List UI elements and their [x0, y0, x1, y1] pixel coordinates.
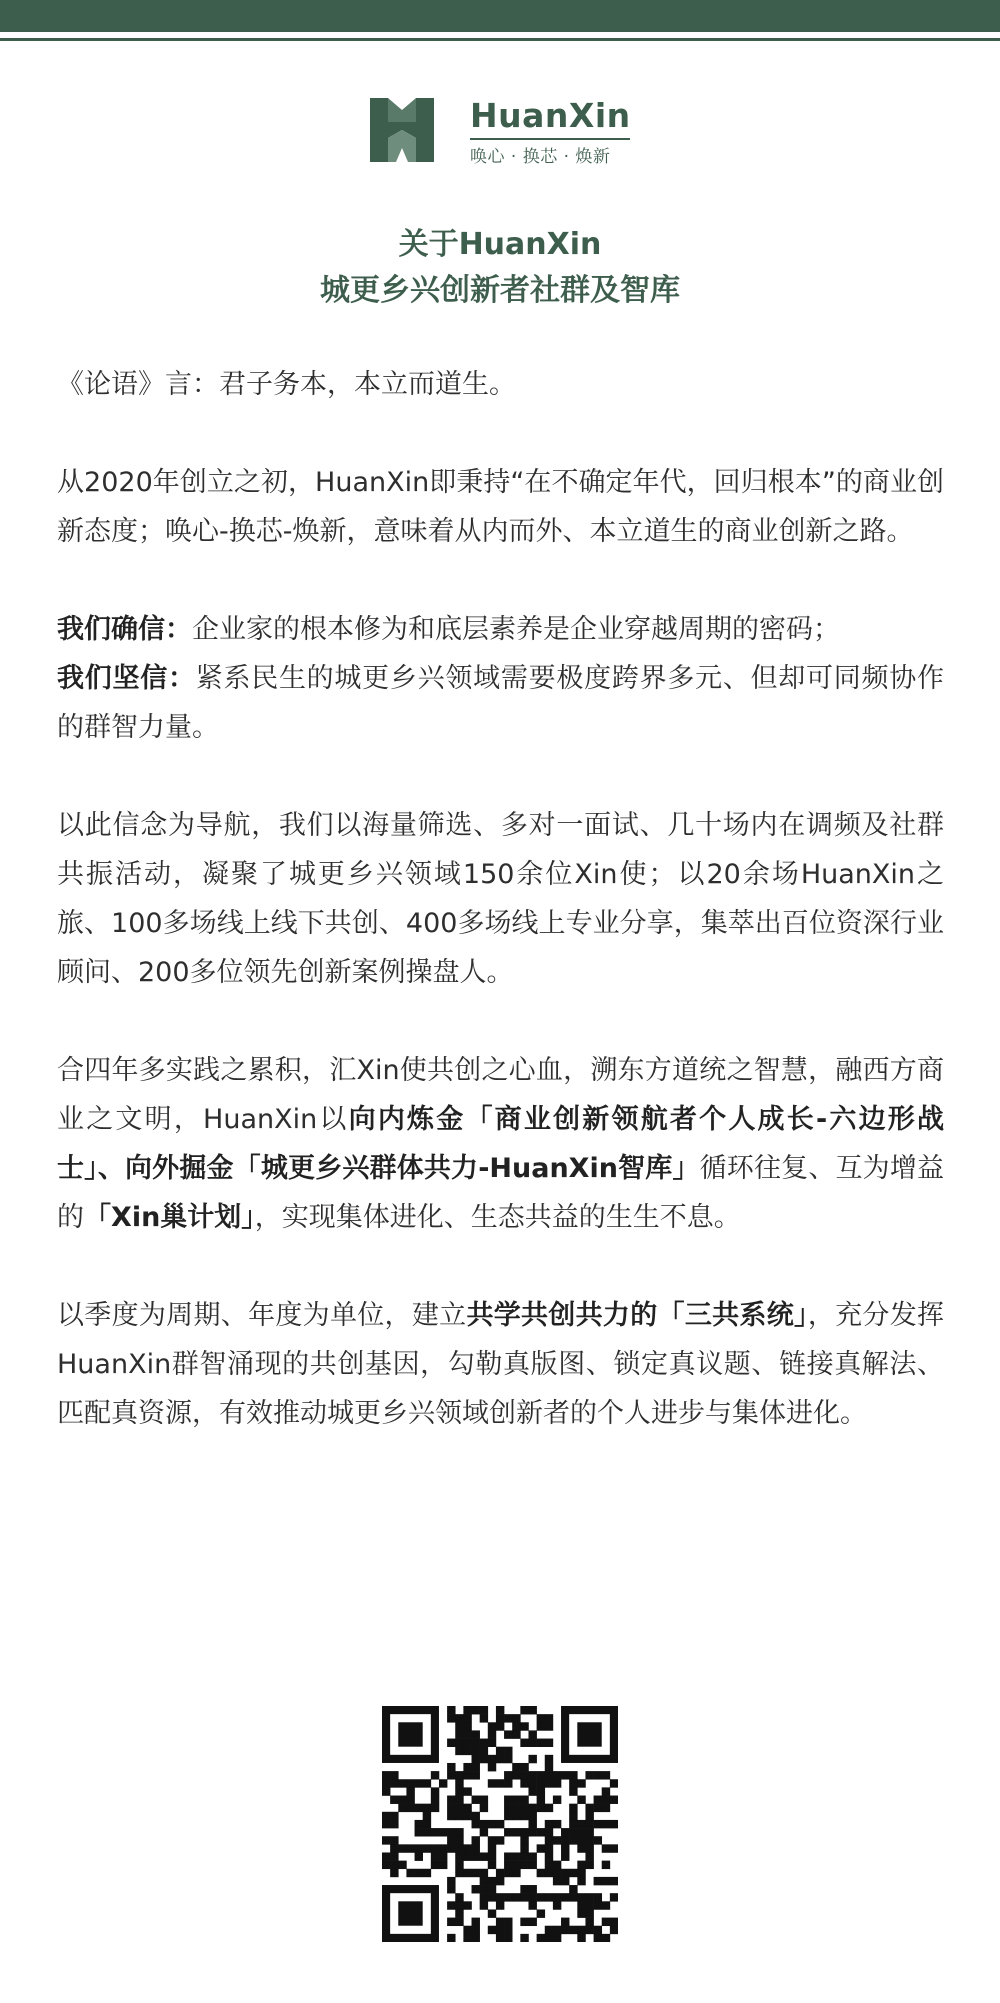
huanxin-logo-icon	[370, 98, 434, 162]
paragraph-xin-nest	[57, 1046, 944, 1242]
paragraph-belief-1	[57, 605, 944, 654]
belief-1-label: 我们确信：	[57, 614, 192, 645]
paragraph-achievements: 以此信念为导航，我们以海量筛选、多对一面试、几十场内在调频及社群共振活动，凝聚了城更乡兴领域150余位Xin使；以20余场HuanXin之旅、100多场线上线下共创、400多场线上专业分享，集萃出百位资深行业顾问、200多位领先创新案例操盘人。	[57, 810, 944, 988]
brand-rule	[470, 138, 630, 140]
top-banner-bar	[0, 0, 1000, 32]
paragraph-three-system	[57, 1291, 944, 1438]
belief-2-label: 我们坚信：	[57, 663, 196, 694]
brand-tagline: 唤心 · 换芯 · 焕新	[470, 147, 611, 167]
three-system-text-c: ，充分发挥HuanXin群智涌现的共创基因，勾勒真版图、锁定真议题、链接真解法、匹配真资源，有效推动城更乡兴领域创新者的个人进步与集体进化。	[57, 1300, 944, 1429]
page-title-line2: 城更乡兴创新者社群及智库	[320, 273, 680, 308]
page-title-line1: 关于HuanXin	[398, 227, 602, 262]
xin-nest-text-c: 循环往复、互为增益的	[57, 1153, 944, 1233]
xin-nest-text-e: ，实现集体进化、生态共益的生生不息。	[254, 1202, 741, 1233]
xin-nest-bold-b: 向内炼金「商业创新领航者个人成长-六边形战士」、向外掘金「城更乡兴群体共力-HuanXin智库」	[57, 1104, 944, 1184]
paragraph-analects: 《论语》言：君子务本，本立而道生。	[57, 369, 516, 400]
xin-nest-bold-d: 「Xin巢计划」	[84, 1202, 255, 1233]
three-system-text-a: 以季度为周期、年度为单位，建立	[57, 1300, 467, 1331]
paragraph-belief-2	[57, 654, 944, 752]
belief-2-text: 紧系民生的城更乡兴领域需要极度跨界多元、但却可同频协作的群智力量。	[57, 663, 945, 743]
brand-name: HuanXin	[470, 96, 631, 135]
top-divider-line	[0, 38, 1000, 41]
qr-code-icon[interactable]	[382, 1706, 618, 1942]
three-system-bold-b: 共学共创共力的「三共系统」	[466, 1300, 808, 1331]
paragraph-founding: 从2020年创立之初，HuanXin即秉持“在不确定年代，回归根本”的商业创新态度；唤心-换芯-焕新，意味着从内而外、本立道生的商业创新之路。	[57, 467, 944, 547]
about-body	[57, 360, 944, 1438]
huanxin-logo	[370, 96, 640, 166]
xin-nest-text-a: 合四年多实践之累积，汇Xin使共创之心血，溯东方道统之智慧，融西方商业之文明，HuanXin以	[57, 1055, 944, 1135]
belief-1-text: 企业家的根本修为和底层素养是企业穿越周期的密码；	[192, 614, 840, 645]
